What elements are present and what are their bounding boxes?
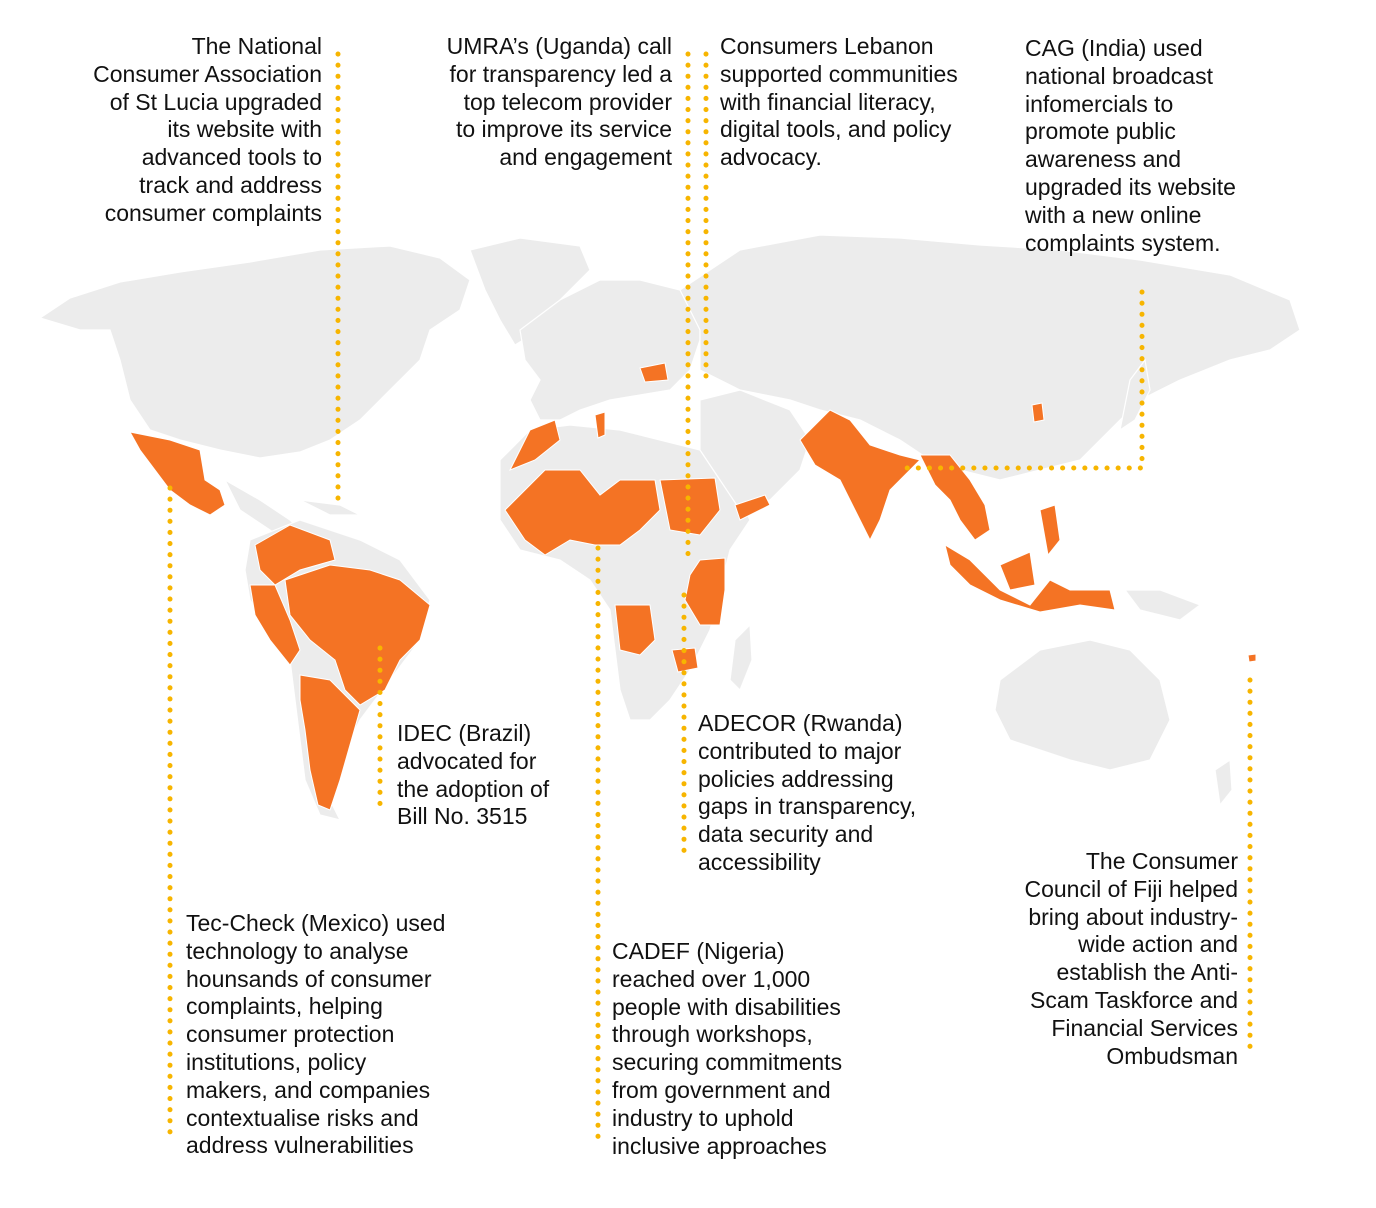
annotation-st-lucia: The National Consumer Association of St Lucia upgraded its website with advanced tools to track and address consumer complaints xyxy=(93,33,322,226)
fiji-shape xyxy=(1248,654,1256,662)
korea-shape xyxy=(1032,403,1044,422)
philippines-shape xyxy=(1040,505,1060,555)
caribbean xyxy=(300,500,360,515)
annotation-mexico: Tec-Check (Mexico) used technology to analyse hounsands of consumer complaints, helping consumer protection institutions, policy makers, and companies contextualise risks and address vulnerabilities xyxy=(186,910,446,1159)
annotation-rwanda: ADECOR (Rwanda) contributed to major policies addressing gaps in transparency, data security and accessibility xyxy=(698,710,917,875)
annotation-lebanon: Consumers Lebanon supported communities with financial literacy, digital tools, and policy advocacy. xyxy=(720,33,958,171)
borneo-shape xyxy=(1000,552,1035,590)
annotation-nigeria: CADEF (Nigeria) reached over 1,000 people with disabilities through workshops, securing commitments from government and industry to uphold inclusive approaches xyxy=(612,938,843,1159)
annotation-brazil: IDEC (Brazil) advocated for the adoption of Bill No. 3515 xyxy=(397,720,550,830)
new-zealand xyxy=(1215,760,1232,805)
annotation-india: CAG (India) used national broadcast infomercials to promote public awareness and upgraded its website with a new online complaints system. xyxy=(1025,35,1236,256)
australia xyxy=(995,640,1170,770)
papua xyxy=(1125,590,1200,620)
annotation-fiji: The Consumer Council of Fiji helped bring about industry- wide action and establish the Anti- Scam Taskforce and Financial Services Ombudsman xyxy=(1024,848,1238,1069)
north-america xyxy=(40,246,470,458)
madagascar xyxy=(730,625,752,690)
annotation-uganda: UMRA’s (Uganda) call for transparency led a top telecom provider to improve its service and engagement xyxy=(446,33,672,171)
